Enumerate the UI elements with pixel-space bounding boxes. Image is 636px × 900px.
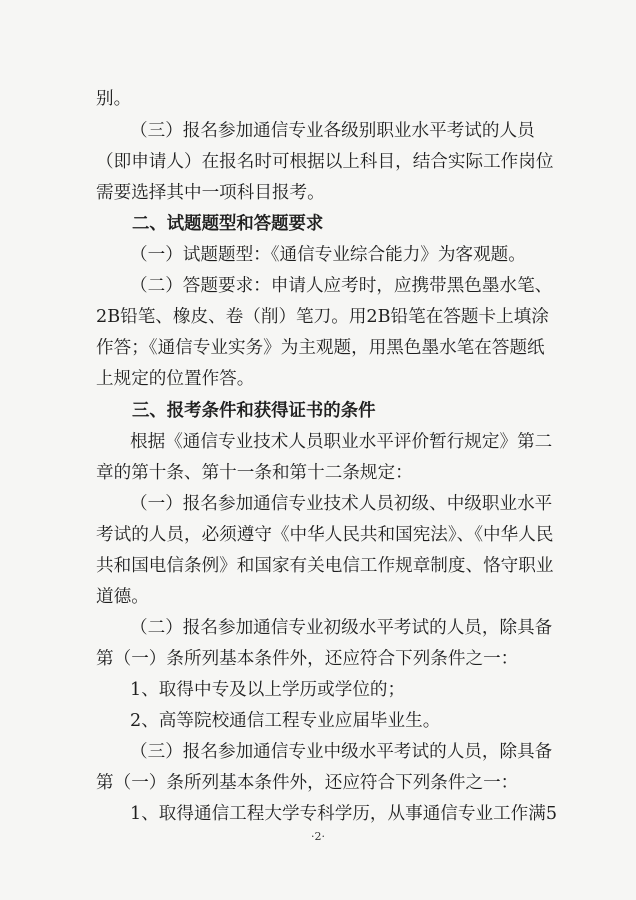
- body-text-line: 上规定的位置作答。: [96, 369, 255, 389]
- body-text-line: （二）报名参加通信专业初级水平考试的人员，除具备: [130, 618, 553, 638]
- section-heading: 二、试题题型和答题要求: [132, 214, 324, 234]
- list-item: 2、高等院校通信工程专业应届毕业生。: [130, 711, 441, 731]
- body-text-line: （一）报名参加通信专业技术人员初级、中级职业水平: [130, 494, 553, 514]
- section-heading: 三、报考条件和获得证书的条件: [132, 401, 376, 421]
- body-text-line: 作答；《通信专业实务》为主观题，用黑色墨水笔在答题纸: [96, 338, 545, 358]
- body-text-line: 考试的人员，必须遵守《中华人民共和国宪法》、《中华人民: [96, 525, 554, 545]
- body-text-line: 第（一）条所列基本条件外，还应符合下列条件之一：: [96, 773, 519, 793]
- list-item: 1、取得通信工程大学专科学历，从事通信专业工作满5: [130, 804, 558, 824]
- body-text-line: 第（一）条所列基本条件外，还应符合下列条件之一：: [96, 649, 519, 669]
- body-text-line: （一）试题题型：《通信专业综合能力》为客观题。: [130, 245, 526, 265]
- body-text-line: 2B铅笔、橡皮、卷（削）笔刀。用2B铅笔在答题卡上填涂: [96, 307, 549, 327]
- list-item: 1、取得中专及以上学历或学位的；: [130, 680, 406, 700]
- body-text-line: 章的第十条、第十一条和第十二条规定：: [96, 463, 413, 483]
- body-text-line: （即申请人）在报名时可根据以上科目，结合实际工作岗位: [96, 152, 554, 172]
- body-text-line: 需要选择其中一项科目报考。: [96, 183, 325, 203]
- body-text-line: （二）答题要求：申请人应考时，应携带黑色墨水笔、: [130, 276, 553, 296]
- body-text-line: 别。: [96, 89, 132, 109]
- body-text-line: 根据《通信专业技术人员职业水平评价暂行规定》第二: [130, 432, 553, 452]
- body-text-line: （三）报名参加通信专业各级别职业水平考试的人员: [130, 121, 535, 141]
- body-text-line: （三）报名参加通信专业中级水平考试的人员，除具备: [130, 742, 553, 762]
- page-number: ·2·: [311, 830, 325, 843]
- body-text-line: 道德。: [96, 587, 149, 607]
- body-text-line: 共和国电信条例》和国家有关电信工作规章制度、恪守职业: [96, 556, 554, 576]
